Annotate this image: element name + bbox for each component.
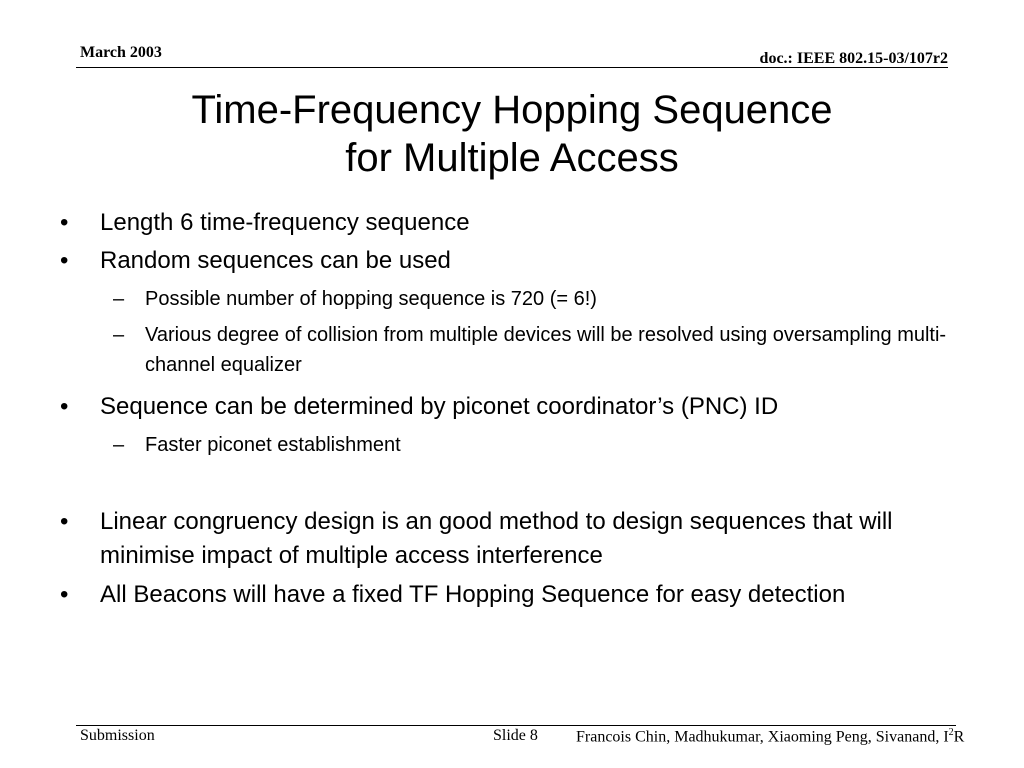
bullet-item <box>60 206 960 240</box>
slide-title-line-1: Time-Frequency Hopping Sequence <box>191 88 833 132</box>
bullet-item <box>60 505 960 573</box>
sub-bullet-text: Possible number of hopping sequence is 720 (= 6!) <box>145 288 597 310</box>
slide-title-line-2: for Multiple Access <box>345 136 679 180</box>
slide-title <box>0 86 1024 182</box>
sub-bullet-text: Various degree of collision from multiple devices will be resolved using oversampling multi-channel equalizer <box>145 324 947 376</box>
bullet-marker: • <box>60 209 69 236</box>
sub-bullet-text: Faster piconet establishment <box>145 434 401 456</box>
bullet-text: Linear congruency design is an good method to design sequences that will minimise impact of multiple access interference <box>100 508 893 569</box>
sub-bullet-marker: – <box>113 288 125 310</box>
sub-bullet-item <box>113 430 973 460</box>
footer-authors-superscript: 2 <box>948 727 954 738</box>
bullet-text: Length 6 time-frequency sequence <box>100 209 470 236</box>
footer-authors-end: R <box>953 728 965 746</box>
bullet-marker: • <box>60 581 69 608</box>
footer-authors-text: Francois Chin, Madhukumar, Xiaoming Peng, Sivanand, I <box>576 728 949 746</box>
bullet-marker: • <box>60 508 69 535</box>
header-doc-id: doc.: IEEE 802.15-03/107r2 <box>759 50 948 67</box>
bullet-marker: • <box>60 247 69 274</box>
header-divider <box>76 67 948 68</box>
bullet-item <box>60 578 960 612</box>
bullet-text: All Beacons will have a fixed TF Hopping Sequence for easy detection <box>100 581 846 608</box>
footer-slide-number: Slide 8 <box>493 727 538 744</box>
bullet-text: Random sequences can be used <box>100 247 451 274</box>
sub-bullet-marker: – <box>113 324 125 346</box>
bullet-item <box>60 390 960 424</box>
bullet-marker: • <box>60 393 69 420</box>
footer-submission: Submission <box>80 727 155 744</box>
footer-authors <box>576 727 964 746</box>
sub-bullet-item <box>113 320 973 380</box>
sub-bullet-marker: – <box>113 434 125 456</box>
header-date: March 2003 <box>80 44 162 61</box>
footer-divider <box>76 725 956 726</box>
bullet-text: Sequence can be determined by piconet coordinator’s (PNC) ID <box>100 393 779 420</box>
sub-bullet-item <box>113 284 973 314</box>
bullet-item <box>60 244 960 278</box>
